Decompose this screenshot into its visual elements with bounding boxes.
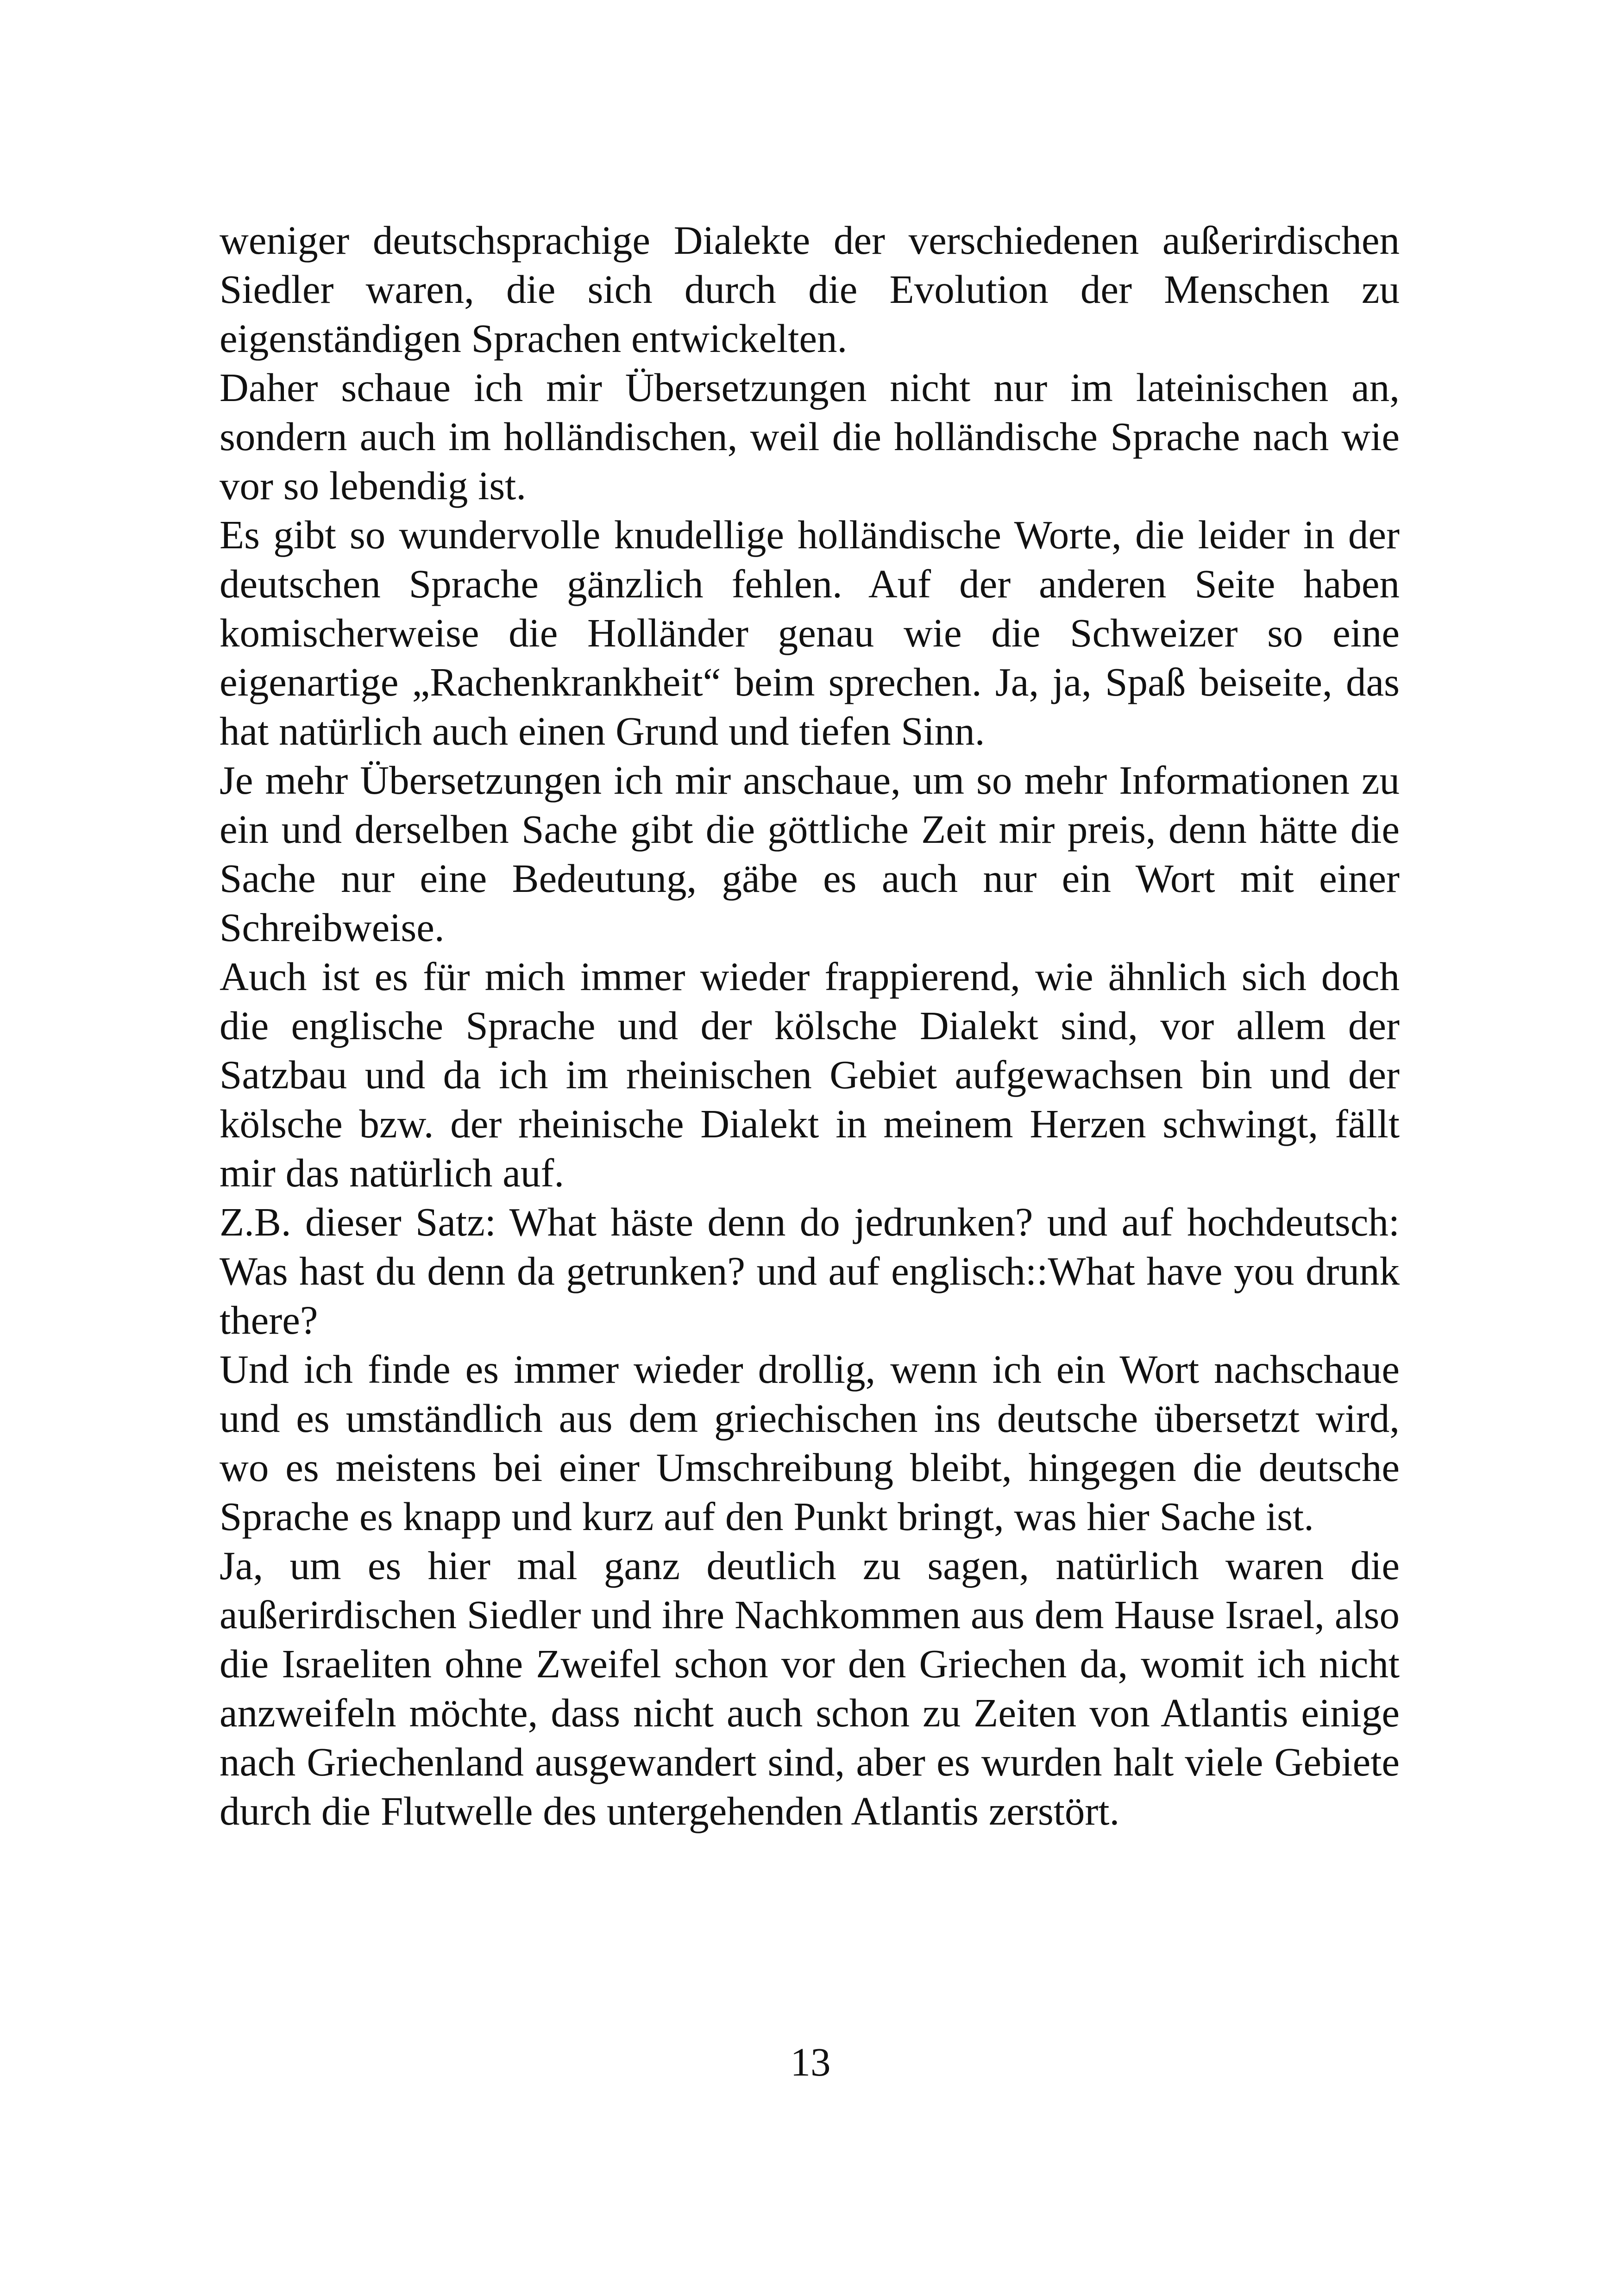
paragraph-8: Ja, um es hier mal ganz deutlich zu sagen, natürlich waren die außerirdischen Siedler und ihre Nachkommen aus dem Hause Israel, also die Israeliten ohne Zweifel schon vor den Griechen da, womit ich nicht anzweifeln möchte, dass nicht auch schon zu Zeiten von Atlantis einige nach Griechenland ausgewandert sind, aber es wurden halt viele Gebiete durch die Flutwelle des untergehenden Atlantis zerstört. xyxy=(220,1543,1400,1833)
paragraph-1: weniger deutschsprachige Dialekte der verschiedenen außerirdischen Siedler waren, die sich durch die Evolution der Menschen zu eigenständigen Sprachen entwickelten. xyxy=(220,218,1400,361)
paragraph-6: Z.B. dieser Satz: What häste denn do jedrunken? und auf hochdeutsch: Was hast du denn da getrunken? und auf englisch::What have you drunk there? xyxy=(220,1199,1400,1342)
paragraph-5: Auch ist es für mich immer wieder frappierend, wie ähnlich sich doch die englische Sprache und der kölsche Dialekt sind, vor allem der Satzbau und da ich im rheinischen Gebiet aufgewachsen bin und der kölsche bzw. der rheinische Dialekt in meinem Herzen schwingt, fällt mir das natürlich auf. xyxy=(220,954,1400,1195)
paragraph-4: Je mehr Übersetzungen ich mir anschaue, um so mehr Informationen zu ein und derselben Sache gibt die göttliche Zeit mir preis, denn hätte die Sache nur eine Bedeutung, gäbe es auch nur ein Wort mit einer Schreibweise. xyxy=(220,758,1400,950)
paragraph-3: Es gibt so wundervolle knudellige holländische Worte, die leider in der deutschen Sprache gänzlich fehlen. Auf der anderen Seite haben komischerweise die Holländer genau wie die Schweizer so eine eigenartige „Rachenkrankheit“ beim sprechen. Ja, ja, Spaß beiseite, das hat natürlich auch einen Grund und tiefen Sinn. xyxy=(220,512,1400,753)
paragraph-2: Daher schaue ich mir Übersetzungen nicht nur im lateinischen an, sondern auch im holländischen, weil die holländische Sprache nach wie vor so lebendig ist. xyxy=(220,365,1400,508)
body-text xyxy=(220,216,1400,1836)
paragraph-7: Und ich finde es immer wieder drollig, wenn ich ein Wort nachschaue und es umständlich aus dem griechischen ins deutsche übersetzt wird, wo es meistens bei einer Umschreibung bleibt, hingegen die deutsche Sprache es knapp und kurz auf den Punkt bringt, was hier Sache ist. xyxy=(220,1347,1400,1539)
page-number: 13 xyxy=(790,2039,831,2084)
